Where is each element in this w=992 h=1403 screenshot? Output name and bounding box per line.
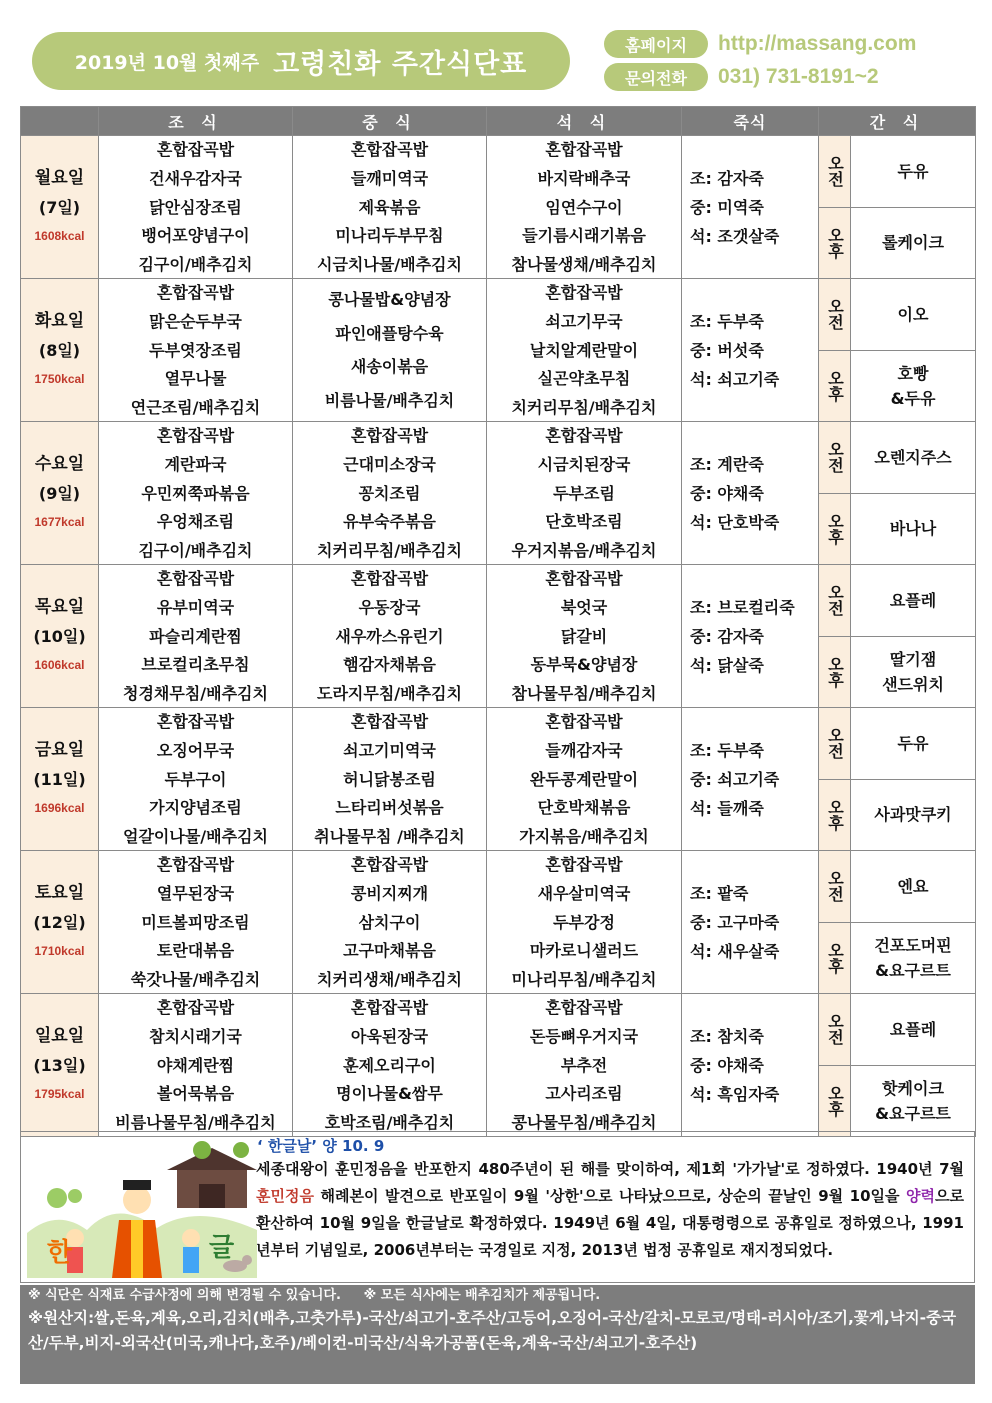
dinner-list	[487, 994, 681, 1136]
breakfast-cell	[99, 565, 293, 708]
breakfast-list	[99, 851, 292, 993]
day-cell	[21, 994, 99, 1137]
lunch-cell	[293, 565, 487, 708]
homepage-label: 홈페이지	[604, 30, 708, 58]
menu-item: 우거지볶음/배추김치	[511, 541, 657, 560]
menu-item: 취나물무침 /배추김치	[314, 827, 465, 846]
lunch-list	[293, 994, 486, 1136]
day-row	[21, 279, 976, 351]
menu-item: 새송이볶음	[350, 357, 429, 377]
menu-item: 닭갈비	[560, 626, 608, 646]
menu-item: 쑥갓나물/배추김치	[130, 970, 261, 989]
period-am	[819, 279, 851, 351]
menu-item: 혼합잡곡밥	[156, 998, 235, 1017]
day-row	[21, 565, 976, 637]
period-pm	[819, 1065, 851, 1137]
period-pm	[819, 207, 851, 279]
menu-item: 오징어무국	[156, 740, 235, 760]
day-cell	[21, 851, 99, 994]
phone-label: 문의전화	[604, 63, 708, 91]
menu-item: 근대미소장국	[343, 454, 436, 474]
dinner-list	[487, 565, 681, 707]
menu-item: 닭안심장조림	[149, 197, 242, 217]
snack-pm: 핫케이크 &요구르트	[851, 1065, 976, 1137]
menu-item: 우엉채조림	[156, 512, 235, 532]
menu-item: 브로컬리초무침	[141, 655, 250, 675]
snack-pm: 건포도머핀 &요구르트	[851, 922, 976, 994]
period-pm	[819, 493, 851, 565]
porridge-item: 석: 닭살죽	[690, 655, 764, 675]
menu-item: 비름나물무침/배추김치	[115, 1113, 276, 1132]
day-cell	[21, 422, 99, 565]
breakfast-list	[99, 708, 292, 850]
art-char-right: 글	[209, 1233, 235, 1263]
breakfast-cell	[99, 851, 293, 994]
day-row	[21, 851, 976, 923]
menu-item: 아욱된장국	[350, 1026, 429, 1046]
porridge-cell	[682, 994, 819, 1137]
menu-item: 두부구이	[164, 769, 227, 789]
menu-item: 열무된장국	[156, 883, 235, 903]
menu-item: 혼합잡곡밥	[350, 426, 429, 445]
porridge-item: 조: 감자죽	[690, 168, 764, 188]
lunch-cell	[293, 279, 487, 422]
menu-item: 뱅어포양념구이	[141, 226, 250, 246]
lunch-list	[293, 708, 486, 850]
day-row	[21, 136, 976, 208]
porridge-item: 석: 단호박죽	[690, 512, 780, 532]
porridge-item: 조: 두부죽	[690, 311, 764, 331]
menu-item: 우민찌쭉파볶음	[141, 483, 250, 503]
menu-item: 혼합잡곡밥	[545, 140, 623, 159]
hangul-day-illustration	[27, 1138, 267, 1278]
menu-item: 야채계란찜	[156, 1055, 235, 1075]
homepage-row	[604, 30, 916, 58]
period-label-pm: 오후	[825, 1084, 845, 1117]
notice-highlight-1: 훈민정음	[256, 1187, 314, 1205]
footer-origin-info: ※원산지:쌀,돈육,계육,오리,김치(배추,고춧가루)-국산/쇠고기-호주산/고등어,오징어-국산/갈치-모로코/명태-러시아/조기,꽃게,낙지-중국산/두부,비지-외국산(미국,캐나다,호주)/베이컨-미국산/식육가공품(돈육,계육-국산/쇠고기-호주산)	[28, 1309, 957, 1352]
lunch-cell	[293, 708, 487, 851]
breakfast-list	[99, 279, 292, 421]
menu-item: 혼합잡곡밥	[545, 712, 623, 731]
porridge-item: 석: 들깨죽	[690, 798, 764, 818]
menu-item: 명이나물&쌈무	[336, 1084, 443, 1104]
breakfast-list	[99, 565, 292, 707]
day-kcal: 1677kcal	[34, 515, 85, 529]
menu-item: 바지락배추국	[537, 168, 631, 188]
menu-item: 혼합잡곡밥	[545, 283, 623, 302]
menu-item: 완두콩계란말이	[529, 769, 639, 789]
menu-item: 시금치된장국	[537, 454, 631, 474]
breakfast-cell	[99, 994, 293, 1137]
menu-item: 단호박채볶음	[537, 798, 631, 818]
porridge-item: 조: 팥죽	[690, 883, 749, 903]
period-am	[819, 565, 851, 637]
snack-am: 요플레	[851, 994, 976, 1066]
breakfast-list	[99, 994, 292, 1136]
menu-item: 들기름시래기볶음	[522, 226, 646, 246]
day-date: (12일)	[33, 913, 86, 932]
porridge-item: 조: 두부죽	[690, 740, 764, 760]
period-label-pm: 오후	[825, 798, 845, 831]
porridge-item: 중: 버섯죽	[690, 340, 764, 360]
day-date: (7일)	[38, 198, 81, 217]
lunch-list	[293, 422, 486, 564]
menu-item: 혼합잡곡밥	[545, 998, 623, 1017]
menu-item: 혼합잡곡밥	[350, 569, 429, 588]
porridge-cell	[682, 422, 819, 565]
col-header-porridge: 죽식	[682, 107, 819, 136]
col-header-lunch: 중 식	[293, 107, 487, 136]
dinner-list	[487, 136, 681, 278]
porridge-item: 중: 쇠고기죽	[690, 769, 780, 789]
menu-item: 임연수구이	[545, 197, 623, 217]
period-am	[819, 422, 851, 494]
menu-item: 청경채무침/배추김치	[123, 684, 268, 703]
menu-item: 두부조림	[553, 483, 615, 503]
porridge-item: 중: 야채죽	[690, 483, 764, 503]
period-pm	[819, 350, 851, 422]
breakfast-cell	[99, 422, 293, 565]
dinner-cell	[487, 422, 682, 565]
menu-item: 건새우감자국	[149, 168, 242, 188]
weekly-menu-table	[20, 106, 976, 1137]
porridge-cell	[682, 279, 819, 422]
menu-item: 꽁치조림	[358, 483, 421, 503]
period-pm	[819, 779, 851, 851]
notice-text-2: 해례본이 발견으로 반포일이 9월 '상한'으로 나타났으므로, 상순의 끝날인 9월 10일을	[313, 1187, 907, 1205]
menu-item: 콩나물무침/배추김치	[511, 1113, 657, 1132]
porridge-cell	[682, 136, 819, 279]
snack-am: 엔요	[851, 851, 976, 923]
snack-am: 요플레	[851, 565, 976, 637]
menu-item: 가지볶음/배추김치	[519, 827, 649, 846]
menu-item: 혼합잡곡밥	[350, 855, 429, 874]
day-kcal: 1696kcal	[34, 801, 85, 815]
snack-am: 이오	[851, 279, 976, 351]
period-label-am: 오전	[825, 584, 845, 617]
day-row	[21, 994, 976, 1066]
page-title: 고령친화 주간식단표	[273, 48, 528, 80]
title-banner	[32, 32, 570, 90]
col-header-snack: 간 식	[819, 107, 976, 136]
menu-item: 삼치구이	[358, 912, 421, 932]
day-cell	[21, 708, 99, 851]
menu-item: 고사리조림	[545, 1084, 623, 1104]
period-am	[819, 708, 851, 780]
menu-item: 허니닭봉조림	[343, 769, 436, 789]
porridge-item: 석: 쇠고기죽	[690, 369, 780, 389]
day-date: (10일)	[33, 627, 86, 646]
menu-item: 우동장국	[358, 597, 421, 617]
notice-text-1: 세종대왕이 훈민정음을 반포한지 480주년이 된 해를 맞이하여, 제1회 '가가날'로 정하였다. 1940년 7월	[256, 1160, 964, 1178]
corner-header	[21, 107, 99, 136]
menu-item: 새우까스유린기	[335, 626, 444, 646]
porridge-item: 중: 야채죽	[690, 1055, 764, 1075]
menu-item: 치커리무침/배추김치	[511, 398, 657, 417]
menu-item: 파인애플탕수육	[335, 323, 444, 343]
dinner-list	[487, 851, 681, 993]
menu-item: 콩나물밥&양념장	[328, 289, 451, 309]
period-label-pm: 오후	[825, 226, 845, 259]
menu-item: 훈제오리구이	[343, 1055, 436, 1075]
porridge-cell	[682, 851, 819, 994]
breakfast-list	[99, 136, 292, 278]
menu-item: 콩비지찌개	[350, 883, 429, 903]
period-label-pm: 오후	[825, 655, 845, 688]
dinner-list	[487, 422, 681, 564]
menu-item: 단호박조림	[545, 512, 623, 532]
footer-change-note: ※ 식단은 식재료 수급사정에 의해 변경될 수 있습니다. ※ 모든 식사에는 배추김치가 제공됩니다.	[28, 1288, 601, 1303]
period-label-pm: 오후	[825, 941, 845, 974]
menu-item: 혼합잡곡밥	[156, 569, 235, 588]
lunch-list	[293, 136, 486, 278]
lunch-cell	[293, 851, 487, 994]
menu-item: 혼합잡곡밥	[156, 140, 235, 159]
snack-pm: 딸기잼 샌드위치	[851, 636, 976, 708]
menu-item: 시금치나물/배추김치	[317, 255, 462, 274]
phone-row	[604, 63, 879, 91]
menu-item: 혼합잡곡밥	[350, 140, 429, 159]
period-pm	[819, 922, 851, 994]
period-label-am: 오전	[825, 870, 845, 903]
menu-item: 김구이/배추김치	[138, 541, 253, 560]
lunch-cell	[293, 994, 487, 1137]
menu-item: 혼합잡곡밥	[545, 569, 623, 588]
menu-item: 참나물생채/배추김치	[511, 255, 657, 274]
col-header-breakfast: 조 식	[99, 107, 293, 136]
period-label-pm: 오후	[825, 512, 845, 545]
menu-item: 맑은순두부국	[149, 311, 242, 331]
breakfast-cell	[99, 136, 293, 279]
period-am	[819, 994, 851, 1066]
menu-item: 치커리생채/배추김치	[317, 970, 462, 989]
menu-item: 쇠고기미역국	[343, 740, 436, 760]
day-date: (13일)	[33, 1056, 86, 1075]
dinner-cell	[487, 851, 682, 994]
snack-pm: 바나나	[851, 493, 976, 565]
dinner-cell	[487, 279, 682, 422]
title-prefix: 2019년 10월 첫째주	[74, 51, 260, 74]
porridge-item: 중: 감자죽	[690, 626, 764, 646]
menu-item: 혼합잡곡밥	[350, 998, 429, 1017]
porridge-item: 석: 새우살죽	[690, 941, 780, 961]
menu-item: 참치시래기국	[149, 1026, 242, 1046]
lunch-list	[293, 851, 486, 993]
menu-item: 들깨감자국	[545, 740, 623, 760]
period-label-am: 오전	[825, 441, 845, 474]
notice-highlight-2: 양력	[906, 1187, 936, 1205]
col-header-dinner: 석 식	[487, 107, 682, 136]
menu-item: 새우살미역국	[537, 883, 631, 903]
menu-item: 두부엿장조림	[149, 340, 242, 360]
dinner-list	[487, 708, 681, 850]
porridge-item: 중: 고구마죽	[690, 912, 780, 932]
day-name: 금요일	[34, 740, 85, 760]
menu-item: 혼합잡곡밥	[156, 426, 235, 445]
porridge-item: 조: 참치죽	[690, 1026, 764, 1046]
phone-number: 031) 731-8191~2	[718, 65, 879, 88]
menu-item: 혼합잡곡밥	[156, 855, 235, 874]
snack-pm: 호빵 &두유	[851, 350, 976, 422]
porridge-item: 조: 브로컬리죽	[690, 597, 795, 617]
menu-item: 비름나물/배추김치	[324, 391, 455, 411]
menu-item: 가지양념조림	[149, 798, 242, 818]
menu-item: 볼어묵볶음	[156, 1084, 235, 1104]
menu-item: 미나리두부무침	[335, 226, 444, 246]
menu-item: 느타리버섯볶음	[335, 798, 444, 818]
menu-item: 마카로니샐러드	[529, 941, 639, 961]
menu-item: 연근조림/배추김치	[130, 398, 261, 417]
day-row	[21, 422, 976, 494]
day-cell	[21, 279, 99, 422]
menu-item: 제육볶음	[358, 197, 421, 217]
footer-notes	[20, 1285, 975, 1384]
hangul-day-notice	[20, 1131, 975, 1283]
day-kcal: 1795kcal	[34, 1087, 85, 1101]
day-cell	[21, 565, 99, 708]
menu-item: 도라지무침/배추김치	[317, 684, 462, 703]
breakfast-cell	[99, 279, 293, 422]
snack-am: 오렌지주스	[851, 422, 976, 494]
day-kcal: 1606kcal	[34, 658, 85, 672]
dinner-list	[487, 279, 681, 421]
menu-item: 계란파국	[164, 454, 227, 474]
menu-item: 호박조림/배추김치	[324, 1113, 455, 1132]
menu-item: 치커리무침/배추김치	[317, 541, 462, 560]
menu-item: 미나리무침/배추김치	[511, 970, 657, 989]
menu-item: 토란대볶음	[156, 941, 235, 961]
menu-item: 두부강정	[553, 912, 615, 932]
day-date: (8일)	[38, 341, 81, 360]
porridge-item: 석: 조갯살죽	[690, 226, 780, 246]
porridge-item: 조: 계란죽	[690, 454, 764, 474]
day-date: (11일)	[33, 770, 86, 789]
period-label-am: 오전	[825, 298, 845, 331]
notice-title: ‘ 한글날’ 양 10. 9	[257, 1137, 385, 1155]
menu-item: 유부미역국	[156, 597, 235, 617]
day-row	[21, 708, 976, 780]
menu-item: 혼합잡곡밥	[545, 855, 623, 874]
day-cell	[21, 136, 99, 279]
menu-item: 부추전	[560, 1055, 608, 1075]
porridge-item: 중: 미역죽	[690, 197, 764, 217]
day-kcal: 1608kcal	[34, 229, 85, 243]
menu-item: 유부숙주볶음	[343, 512, 436, 532]
notice-body	[256, 1156, 964, 1264]
porridge-cell	[682, 708, 819, 851]
breakfast-list	[99, 422, 292, 564]
menu-item: 쇠고기무국	[545, 311, 623, 331]
menu-item: 고구마채볶음	[343, 941, 436, 961]
lunch-list	[293, 565, 486, 707]
lunch-cell	[293, 422, 487, 565]
menu-item: 파슬리계란찜	[149, 626, 242, 646]
menu-item: 미트볼피망조림	[141, 912, 250, 932]
day-kcal: 1750kcal	[34, 372, 85, 386]
period-label-am: 오전	[825, 155, 845, 188]
menu-item: 날치알계란말이	[529, 340, 639, 360]
table-header-row	[21, 107, 976, 136]
menu-item: 참나물무침/배추김치	[511, 684, 657, 703]
porridge-item: 석: 흑임자죽	[690, 1084, 780, 1104]
day-name: 토요일	[34, 883, 85, 903]
day-name: 화요일	[34, 311, 85, 331]
menu-item: 혼합잡곡밥	[350, 712, 429, 731]
dinner-cell	[487, 565, 682, 708]
lunch-cell	[293, 136, 487, 279]
snack-pm: 사과맛쿠키	[851, 779, 976, 851]
day-name: 월요일	[34, 168, 85, 188]
day-name: 목요일	[34, 597, 85, 617]
snack-am: 두유	[851, 136, 976, 208]
day-date: (9일)	[38, 484, 81, 503]
menu-item: 실곤약초무침	[537, 369, 631, 389]
period-am	[819, 136, 851, 208]
porridge-cell	[682, 565, 819, 708]
menu-item: 북엇국	[560, 597, 608, 617]
day-name: 수요일	[34, 454, 85, 474]
menu-item: 얼갈이나물/배추김치	[123, 827, 268, 846]
menu-item: 동부묵&양념장	[530, 655, 638, 675]
period-label-am: 오전	[825, 1013, 845, 1046]
menu-item: 들깨미역국	[350, 168, 429, 188]
homepage-link[interactable]: http://massang.com	[718, 32, 917, 55]
period-label-pm: 오후	[825, 369, 845, 402]
period-label-am: 오전	[825, 727, 845, 760]
menu-item: 돈등뼈우거지국	[529, 1026, 639, 1046]
notice-text-3: 으로 환산하여 10월 9일을 한글날로 확정하였다. 1949년 6월 4일, 대통령령으로 공휴일로 정하였으나, 1991년부터 기념일로, 2006년부터는 국경일로 지정, 2013년 법정 공휴일로 재지정되었다.	[256, 1187, 964, 1259]
snack-am: 두유	[851, 708, 976, 780]
menu-item: 혼합잡곡밥	[156, 712, 235, 731]
period-am	[819, 851, 851, 923]
menu-item: 열무나물	[164, 369, 227, 389]
snack-pm: 롤케이크	[851, 207, 976, 279]
menu-item: 혼합잡곡밥	[545, 426, 623, 445]
lunch-list	[293, 279, 486, 421]
menu-item: 혼합잡곡밥	[156, 283, 235, 302]
menu-item: 햄감자채볶음	[343, 655, 436, 675]
day-name: 일요일	[34, 1026, 85, 1046]
breakfast-cell	[99, 708, 293, 851]
period-pm	[819, 636, 851, 708]
art-char-left: 한	[47, 1238, 73, 1268]
dinner-cell	[487, 136, 682, 279]
dinner-cell	[487, 708, 682, 851]
dinner-cell	[487, 994, 682, 1137]
menu-item: 김구이/배추김치	[138, 255, 253, 274]
day-kcal: 1710kcal	[34, 944, 85, 958]
